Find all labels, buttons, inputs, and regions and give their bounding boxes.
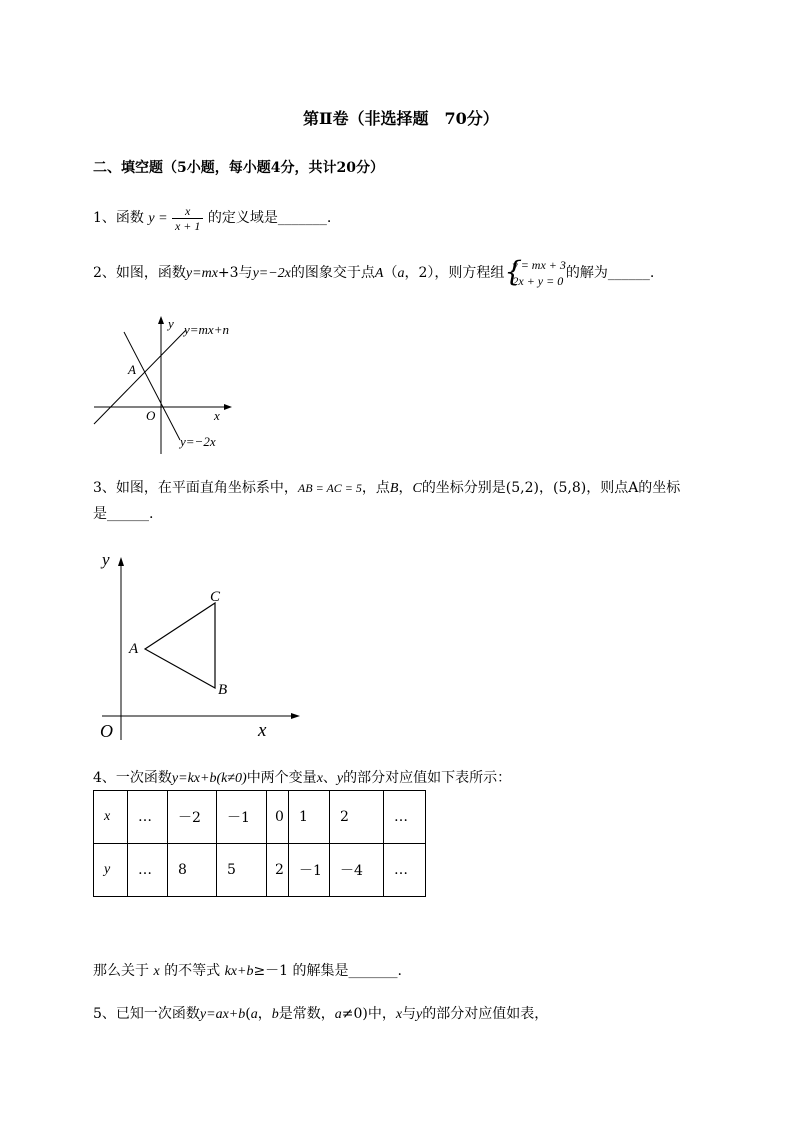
q2-x-label: x: [214, 408, 220, 423]
q4-after-ineq: kx+b: [224, 964, 254, 979]
question-1: [93, 203, 331, 234]
q2-text-e: ，2），则方程组: [404, 265, 505, 281]
q2-text-f: 的解为______.: [565, 265, 655, 281]
table-cell: y: [94, 844, 128, 897]
table-cell: 1: [289, 791, 330, 844]
q4-after-x: x: [153, 964, 160, 979]
table-cell: －4: [330, 844, 384, 897]
q2-point: A: [374, 266, 384, 281]
q2-point-a: a: [397, 266, 405, 281]
q3-condition: AB = AC = 5: [297, 481, 362, 495]
q2-origin-label: O: [146, 408, 156, 423]
table-cell: …: [128, 791, 168, 844]
q3-x-label: x: [258, 720, 267, 741]
q5-text-e: ≠0)中，: [341, 1006, 396, 1022]
q2-line-1: [94, 330, 186, 424]
section-title: 第Ⅱ卷（非选择题 70分）: [303, 109, 499, 128]
brace-symbol: {: [504, 255, 523, 288]
q3-x-arrow: [291, 713, 300, 719]
q4-text-d: 的部分对应值如下表所示：: [343, 770, 512, 786]
q5-text-c: ，: [257, 1006, 272, 1022]
q4-text-a: 4、一次函数: [93, 770, 172, 786]
table-cell: …: [384, 844, 426, 897]
q2-text-c: 的图象交于点: [290, 265, 375, 281]
q3-triangle: [145, 603, 215, 688]
q4-after-a: 那么关于: [93, 963, 154, 979]
table-row: [94, 844, 426, 897]
q3-point-c: C: [412, 481, 422, 496]
q1-frac-den: x + 1: [174, 218, 201, 233]
q5-b: b: [271, 1007, 279, 1022]
q5-text-d: 是常数，: [278, 1006, 335, 1022]
q5-text-a: 5、已知一次函数: [93, 1006, 200, 1022]
q3-text-a: 3、如图，在平面直角坐标系中，: [93, 480, 298, 496]
question-5: [93, 1003, 548, 1023]
q2-graph: [88, 312, 248, 458]
q2-line-2: [124, 332, 180, 440]
q3-text-b: ，点: [361, 480, 390, 496]
q2-fn2: y=−2x: [252, 266, 291, 281]
q3-y-arrow: [118, 557, 124, 566]
question-2: [93, 256, 654, 291]
q4-after-c: ≥－1 的解集是_______.: [253, 963, 402, 979]
q5-var-x: x: [395, 1007, 403, 1022]
q2-fn1: y=mx: [185, 266, 218, 281]
q3-origin-label: O: [100, 721, 113, 741]
q1-y-eq: y =: [148, 211, 168, 226]
table-cell: 0: [267, 791, 289, 844]
table-cell: x: [94, 791, 128, 844]
q4-value-table: [93, 790, 426, 897]
q4-text-b: 中两个变量: [246, 770, 317, 786]
q5-a: a: [250, 1007, 258, 1022]
q2-equation-system: [504, 257, 566, 289]
q2-y-arrow: [158, 316, 164, 324]
table-cell: 2: [330, 791, 384, 844]
table-cell: …: [384, 791, 426, 844]
q2-text-d: （: [383, 265, 398, 281]
q2-text-b: +3与: [217, 265, 253, 281]
q2-x-arrow: [224, 404, 232, 410]
q5-text-g: 的部分对应值如表，: [422, 1006, 549, 1022]
q5-text-b: (: [245, 1006, 251, 1022]
table-cell: －1: [217, 791, 267, 844]
q2-y-label: y: [168, 316, 174, 331]
q3-a-label: A: [129, 641, 139, 657]
q1-prefix: 1、函数: [93, 210, 149, 226]
table-cell: 5: [217, 844, 267, 897]
q2-line1-label: y=mx+n: [184, 322, 229, 337]
q4-text-c: 、: [322, 770, 337, 786]
q2-point-label: A: [128, 362, 136, 377]
q3-y-label: y: [102, 550, 110, 569]
table-cell: －1: [289, 844, 330, 897]
q2-eq2: 2x + y = 0: [512, 274, 564, 288]
q2-eq1: y = mx + 3: [512, 258, 566, 272]
table-cell: 2: [267, 844, 289, 897]
q4-followup: [93, 960, 402, 980]
q1-frac-num: x: [172, 204, 203, 219]
q5-text-f: 与: [402, 1006, 417, 1022]
q3-text-c: ，: [398, 480, 413, 496]
q3-line-2: 是______.: [93, 506, 154, 522]
q4-var-x: x: [316, 771, 323, 786]
q1-suffix: 的定义域是_______.: [207, 210, 332, 226]
q3-b-label: B: [218, 682, 228, 698]
q2-line2-label: y=−2x: [180, 434, 216, 449]
q5-var-y: y: [416, 1007, 423, 1022]
q2-text-a: 2、如图，函数: [93, 265, 186, 281]
q5-fn: y=ax+b: [199, 1007, 246, 1022]
q3-text-d: 的坐标分别是(5,2)，(5,8)，则点A的坐标: [421, 480, 681, 496]
q4-fn: y=kx+b(k≠0): [171, 771, 247, 786]
q4-var-y: y: [336, 771, 344, 786]
table-row: [94, 791, 426, 844]
table-cell: －2: [168, 791, 217, 844]
table-cell: …: [128, 844, 168, 897]
q5-a2: a: [334, 1007, 342, 1022]
q1-fraction: [172, 204, 203, 233]
q4-after-b: 的不等式: [159, 963, 225, 979]
question-4: [93, 767, 511, 787]
q3-point-b: B: [389, 481, 399, 496]
q3-c-label: C: [210, 589, 221, 605]
part-heading: 二、填空题（5小题，每小题4分，共计20分）: [93, 160, 384, 176]
q3-graph: [90, 545, 305, 745]
question-3: [93, 477, 680, 497]
table-cell: 8: [168, 844, 217, 897]
